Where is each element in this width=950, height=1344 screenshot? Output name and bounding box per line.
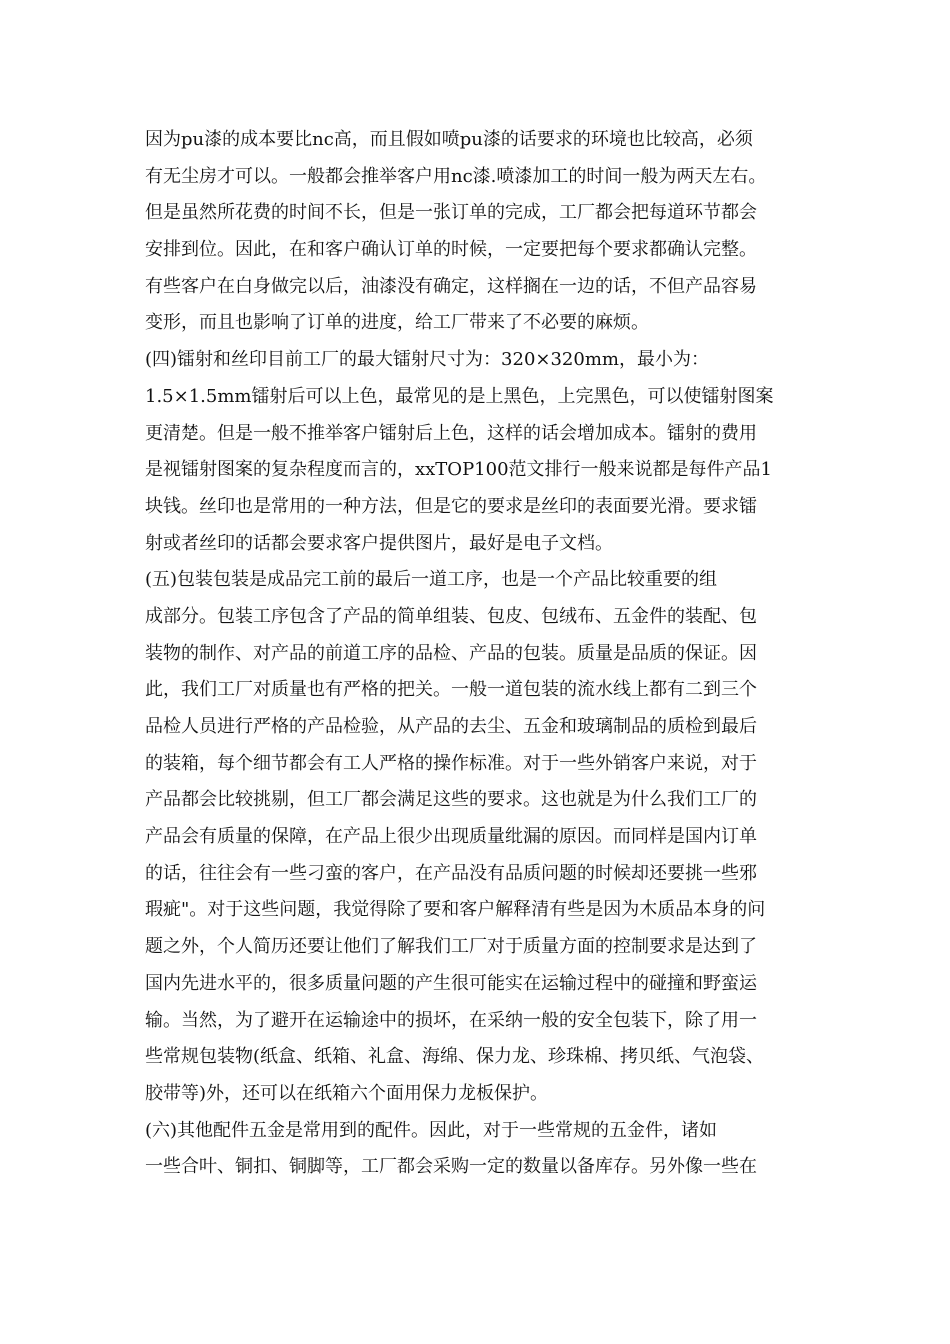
text-line: 的话，往往会有一些刁蛮的客户，在产品没有品质问题的时候却还要挑一些邪 <box>145 862 757 884</box>
text-line: 有些客户在白身做完以后，油漆没有确定，这样搁在一边的话，不但产品容易 <box>145 275 757 297</box>
text-line: 的装箱，每个细节都会有工人严格的操作标准。对于一些外销客户来说，对于 <box>145 752 757 774</box>
text-line: 成部分。包装工序包含了产品的简单组装、包皮、包绒布、五金件的装配、包 <box>145 605 757 627</box>
text-line: (五)包装包装是成品完工前的最后一道工序，也是一个产品比较重要的组 <box>145 569 718 591</box>
text-line: 品检人员进行严格的产品检验，从产品的去尘、五金和玻璃制品的质检到最后 <box>145 716 757 737</box>
text-line: 但是虽然所花费的时间不长，但是一张订单的完成，工厂都会把每道环节都会 <box>145 202 757 224</box>
text-line: 瑕疵"。对于这些问题，我觉得除了要和客户解释清有些是因为木质品本身的问 <box>145 899 766 921</box>
text-line: 此，我们工厂对质量也有严格的把关。一般一道包装的流水线上都有二到三个 <box>145 679 757 701</box>
text-line: 因为pu漆的成本要比nc高，而且假如喷pu漆的话要求的环境也比较高，必须 <box>145 129 753 150</box>
text-line: 更清楚。但是一般不推举客户镭射后上色，这样的话会增加成本。镭射的费用 <box>145 422 757 444</box>
text-line: 输。当然，为了避开在运输途中的损坏，在采纳一般的安全包装下，除了用一 <box>145 1009 757 1031</box>
paragraph-hardware <box>145 1113 807 1186</box>
text-line: (六)其他配件五金是常用到的配件。因此，对于一些常规的五金件，诸如 <box>145 1119 718 1141</box>
paragraph-paint <box>145 122 807 342</box>
text-line: 1.5×1.5mm镭射后可以上色，最常见的是上黑色，上完黑色，可以使镭射图案 <box>145 385 774 407</box>
text-line: 产品都会比较挑剔，但工厂都会满足这些的要求。这也就是为什么我们工厂的 <box>145 789 757 811</box>
text-line: 射或者丝印的话都会要求客户提供图片，最好是电子文档。 <box>145 532 613 554</box>
document-body <box>145 122 807 1186</box>
text-line: 装物的制作、对产品的前道工序的品检、产品的包装。质量是品质的保证。因 <box>145 642 757 664</box>
text-line: 国内先进水平的，很多质量问题的产生很可能实在运输过程中的碰撞和野蛮运 <box>145 972 757 994</box>
text-line: 题之外，个人简历还要让他们了解我们工厂对于质量方面的控制要求是达到了 <box>145 936 757 958</box>
text-line: 胶带等)外，还可以在纸箱六个面用保力龙板保护。 <box>145 1082 549 1104</box>
text-line: 一些合叶、铜扣、铜脚等，工厂都会采购一定的数量以备库存。另外像一些在 <box>145 1156 757 1178</box>
paragraph-packaging <box>145 562 807 1112</box>
text-line: 有无尘房才可以。一般都会推举客户用nc漆.喷漆加工的时间一般为两天左右。 <box>145 165 767 187</box>
paragraph-laser-silkscreen <box>145 342 807 562</box>
text-line: 变形，而且也影响了订单的进度，给工厂带来了不必要的麻烦。 <box>145 312 649 334</box>
text-line: (四)镭射和丝印目前工厂的最大镭射尺寸为：320×320mm，最小为： <box>145 349 709 371</box>
text-line: 是视镭射图案的复杂程度而言的，xxTOP100范文排行一般来说都是每件产品1 <box>145 459 772 481</box>
text-line: 块钱。丝印也是常用的一种方法，但是它的要求是丝印的表面要光滑。要求镭 <box>145 495 757 517</box>
text-line: 些常规包装物(纸盒、纸箱、礼盒、海绵、保力龙、珍珠棉、拷贝纸、气泡袋、 <box>145 1046 765 1068</box>
text-line: 产品会有质量的保障，在产品上很少出现质量纰漏的原因。而同样是国内订单 <box>145 826 757 848</box>
text-line: 安排到位。因此，在和客户确认订单的时候，一定要把每个要求都确认完整。 <box>145 239 757 261</box>
